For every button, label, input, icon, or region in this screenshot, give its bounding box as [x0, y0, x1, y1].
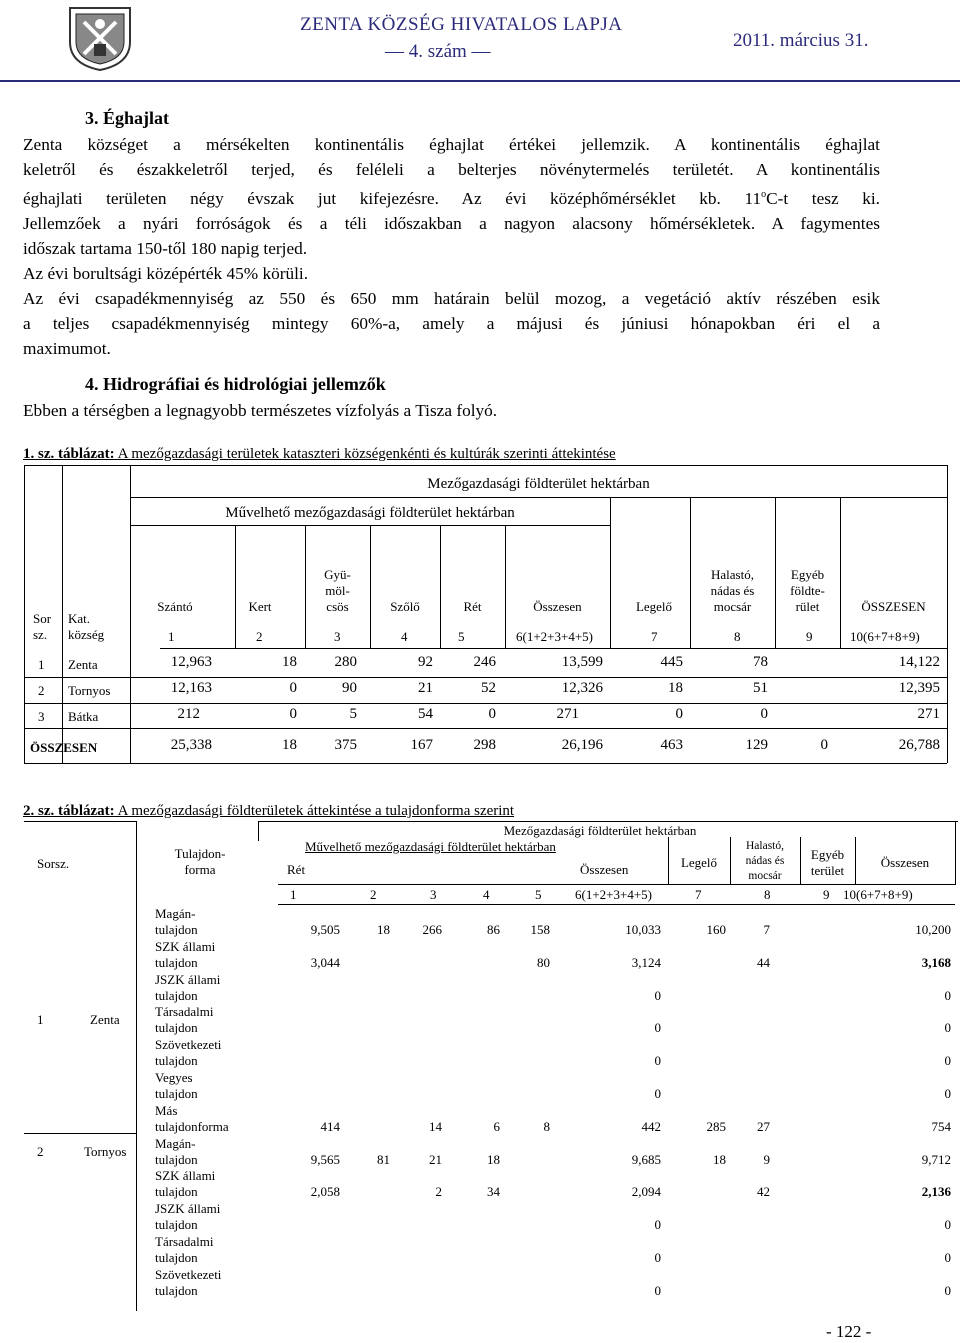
- cell: 0: [944, 1217, 951, 1232]
- ownership-label: SZK állami: [155, 939, 216, 954]
- col-header: Legelő: [635, 599, 673, 614]
- degree-sup: o: [761, 189, 767, 200]
- col-header: Halastó,: [711, 567, 754, 582]
- cell: 0: [654, 988, 661, 1003]
- cell: 445: [660, 654, 683, 670]
- col-legelo: Legelő: [680, 855, 718, 870]
- issue-date: 2011. március 31.: [733, 30, 869, 51]
- col-tulajdonforma: Tulajdon-: [174, 846, 226, 861]
- ownership-label: SZK állami: [155, 1168, 216, 1183]
- cell: 375: [334, 737, 357, 753]
- publication-title: ZENTA KÖZSÉG HIVATALOS LAPJA: [300, 14, 623, 35]
- cell: 2: [435, 1184, 442, 1199]
- col-number: 4: [483, 887, 490, 902]
- cell: 0: [654, 1020, 661, 1035]
- ownership-label: tulajdon: [155, 988, 198, 1003]
- cell: 78: [753, 654, 768, 670]
- section-4-title: 4. Hidrográfiai és hidrológiai jellemzők: [85, 374, 386, 394]
- ownership-label: Más: [155, 1103, 178, 1118]
- col-header: nádas és: [710, 583, 755, 598]
- ownership-label: tulajdon: [155, 1053, 198, 1068]
- cell: 167: [410, 737, 433, 753]
- ownership-label: Szövetkezeti: [155, 1267, 222, 1282]
- cell: 44: [757, 955, 770, 970]
- cell: 34: [487, 1184, 500, 1199]
- col-number: 3: [334, 629, 341, 644]
- col-header: Rét: [463, 599, 482, 614]
- col-header: Egyéb: [790, 567, 825, 582]
- col-number: 9: [806, 629, 813, 644]
- col-header: ÖSSZESEN: [861, 599, 926, 614]
- cell: 54: [418, 706, 433, 722]
- cell: 10,033: [625, 922, 661, 937]
- cell: 5: [349, 706, 357, 722]
- col-kat: község: [68, 627, 105, 642]
- cell: 158: [530, 922, 550, 937]
- cell: 0: [289, 680, 297, 696]
- text-line: Az évi csapadékmennyiség az 550 és 650 mm határain belül mozog, a vegetáció aktív részében esik: [23, 288, 880, 308]
- cell: 12,163: [170, 680, 212, 696]
- cell: 25,338: [170, 737, 212, 753]
- col-header: Gyü-: [324, 567, 351, 582]
- cell: 90: [342, 680, 357, 696]
- row-name: Tornyos: [68, 683, 111, 698]
- col-number: 10(6+7+8+9): [843, 887, 913, 902]
- row-number: 1: [38, 657, 45, 672]
- table-grid: [258, 821, 259, 841]
- cell: 26,196: [561, 737, 603, 753]
- table-border: [258, 821, 958, 822]
- col-number: 9: [823, 887, 830, 902]
- cell: 18: [668, 680, 683, 696]
- col-number: 2: [370, 887, 377, 902]
- cell: 9,685: [631, 1152, 661, 1167]
- col-header: Szőlő: [390, 599, 420, 614]
- cell: 246: [473, 654, 496, 670]
- cell: 0: [654, 1053, 661, 1068]
- cell: 0: [654, 1250, 661, 1265]
- col-sor: Sor: [33, 611, 52, 626]
- issue-label: 4. szám: [408, 41, 467, 62]
- page-number: - 122 -: [826, 1322, 872, 1341]
- ownership-label: Magán-: [155, 906, 196, 921]
- col-number: 1: [290, 887, 297, 902]
- header-ag-land: Mezőgazdasági földterület hektárban: [427, 476, 650, 492]
- cell: 8: [543, 1119, 550, 1134]
- col-osszesen: Összesen: [580, 862, 629, 877]
- col-number: 2: [256, 629, 263, 644]
- cell: 9,565: [310, 1152, 340, 1167]
- header-ag-land: Mezőgazdasági földterület hektárban: [503, 823, 697, 838]
- cell: 21: [429, 1152, 442, 1167]
- cell: 0: [944, 1020, 951, 1035]
- header-arable-land: Művelhető mezőgazdasági földterület hektárban: [305, 839, 556, 854]
- col-kat: Kat.: [68, 611, 91, 626]
- cell: 0: [760, 706, 768, 722]
- cell: 0: [944, 988, 951, 1003]
- text-line: Zenta községet a mérsékelten kontinentális éghajlat értékei jellemzik. A kontinentális éghajlat: [23, 135, 880, 154]
- ownership-label: Magán-: [155, 1136, 196, 1151]
- cell: 18: [377, 922, 390, 937]
- col-halasto: Halastó,: [745, 840, 784, 852]
- table-border: [955, 821, 956, 885]
- col-sorsz: Sorsz.: [37, 856, 70, 871]
- ownership-label: tulajdon: [155, 1020, 198, 1035]
- cell: 463: [660, 737, 683, 753]
- cell: 212: [177, 706, 200, 722]
- cell: 26,788: [898, 737, 940, 753]
- cell: 414: [320, 1119, 340, 1134]
- cell: 12,326: [561, 680, 603, 696]
- cell: 271: [556, 706, 579, 722]
- col-number: 7: [651, 629, 658, 644]
- cell: 14,122: [898, 654, 940, 670]
- text-line: időszak tartama 150-től 180 napig terjed.: [23, 238, 308, 258]
- table-border: [24, 821, 136, 822]
- ownership-label: Vegyes: [155, 1070, 193, 1085]
- col-header: Összesen: [533, 599, 582, 614]
- text-line: Az évi borultsági középérték 45% körüli.: [23, 263, 309, 283]
- col-header: Kert: [248, 599, 272, 614]
- cell: 285: [706, 1119, 726, 1134]
- cell: 0: [944, 1086, 951, 1101]
- cell: 3,168: [921, 955, 951, 970]
- cell: 9,505: [310, 922, 340, 937]
- cell: 298: [473, 737, 496, 753]
- col-number: 3: [430, 887, 437, 902]
- cell: 18: [282, 737, 297, 753]
- ownership-label: tulajdon: [155, 1250, 198, 1265]
- cell: 12,395: [898, 680, 940, 696]
- cell: 2,094: [631, 1184, 661, 1199]
- ownership-label: JSZK állami: [155, 1201, 221, 1216]
- cell: 9: [763, 1152, 770, 1167]
- cell: 0: [675, 706, 683, 722]
- group-number: 2: [37, 1144, 44, 1159]
- cell: 7: [763, 922, 770, 937]
- col-number: 6(1+2+3+4+5): [575, 887, 652, 902]
- row-number: 2: [38, 683, 45, 698]
- cell: 0: [654, 1217, 661, 1232]
- col-header: Szántó: [157, 599, 193, 614]
- col-number: 8: [734, 629, 741, 644]
- cell: 12,963: [170, 654, 212, 670]
- cell: 3,124: [631, 955, 661, 970]
- cell: 9,712: [921, 1152, 951, 1167]
- col-header: möl-: [325, 583, 350, 598]
- col-halasto: nádas és: [745, 855, 785, 867]
- col-egyeb: Egyéb: [810, 847, 845, 862]
- text-line: Jellemzőek a nyári forróságok és a téli időszakban a nagyon alacsony hőmérsékletek. A fagymentes: [23, 213, 880, 233]
- col-number: 6(1+2+3+4+5): [516, 629, 593, 644]
- caption-text: A mezőgazdasági területek kataszteri községenkénti és kultúrák szerinti áttekintése: [114, 446, 616, 462]
- cell: 0: [944, 1250, 951, 1265]
- table-grid: [24, 1133, 136, 1134]
- text-span: C-t tesz ki.: [766, 188, 880, 208]
- ownership-label: tulajdon: [155, 1086, 198, 1101]
- cell: 3,044: [310, 955, 340, 970]
- group-number: 1: [37, 1012, 44, 1027]
- col-osszesen-total: Összesen: [880, 855, 930, 870]
- cell: 442: [641, 1119, 661, 1134]
- col-header: földte-: [790, 583, 825, 598]
- cell: 52: [481, 680, 496, 696]
- ownership-label: tulajdon: [155, 922, 198, 937]
- col-ret: Rét: [287, 862, 306, 877]
- col-halasto: mocsár: [748, 870, 782, 882]
- col-tulajdonforma: forma: [184, 862, 216, 877]
- table-grid: [136, 821, 137, 1311]
- cell: 18: [713, 1152, 726, 1167]
- ownership-label: Szövetkezeti: [155, 1037, 222, 1052]
- col-sor: sz.: [33, 627, 48, 642]
- col-number: 4: [401, 629, 408, 644]
- cell: 81: [377, 1152, 390, 1167]
- ownership-label: JSZK állami: [155, 972, 221, 987]
- cell: 27: [757, 1119, 770, 1134]
- cell: 10,200: [915, 922, 951, 937]
- text-line: a teljes csapadékmennyiség mintegy 60%-a, amely a májusi és júniusi hónapokban éri el a: [23, 313, 880, 333]
- col-number: 5: [535, 887, 542, 902]
- cell: 14: [429, 1119, 442, 1134]
- col-header: csös: [326, 599, 349, 614]
- cell: 266: [422, 922, 442, 937]
- cell: 160: [706, 922, 726, 937]
- cell: 18: [282, 654, 297, 670]
- ownership-label: tulajdon: [155, 1184, 198, 1199]
- ownership-label: tulajdon: [155, 1283, 198, 1298]
- cell: 0: [488, 706, 496, 722]
- cell: 0: [944, 1283, 951, 1298]
- cell: 21: [418, 680, 433, 696]
- section-3-title: 3. Éghajlat: [85, 108, 170, 128]
- col-egyeb: terület: [810, 863, 845, 878]
- header-arable-land: Művelhető mezőgazdasági földterület hektárban: [225, 505, 515, 521]
- text-line: keletről és északkeletről terjed, és feléleli a belterjes növénytermelés területét. A kontinentális: [23, 160, 880, 179]
- caption-text: A mezőgazdasági földterületek áttekintése a tulajdonforma szerint: [114, 803, 515, 819]
- cell: 0: [944, 1053, 951, 1068]
- cell: 271: [917, 706, 940, 722]
- cell: 80: [537, 955, 550, 970]
- caption-label: 2. sz. táblázat:: [23, 803, 115, 819]
- table-grid: [278, 884, 955, 885]
- col-number: 5: [458, 629, 465, 644]
- issue-number: — 4. szám —: [385, 41, 491, 62]
- ownership-label: tulajdon: [155, 955, 198, 970]
- cell: 86: [487, 922, 500, 937]
- text-line: maximumot.: [23, 338, 111, 358]
- cell: 92: [418, 654, 433, 670]
- col-number: 7: [695, 887, 702, 902]
- cell: 6: [493, 1119, 500, 1134]
- caption-label: 1. sz. táblázat:: [23, 446, 115, 462]
- col-header: mocsár: [713, 599, 752, 614]
- row-name: Bátka: [68, 709, 99, 724]
- cell: 0: [654, 1086, 661, 1101]
- cell: 2,058: [310, 1184, 340, 1199]
- cell: 13,599: [561, 654, 603, 670]
- ownership-label: tulajdonforma: [155, 1119, 229, 1134]
- row-number: 3: [38, 709, 45, 724]
- ownership-label: Társadalmi: [155, 1234, 214, 1249]
- cell: 2,136: [921, 1184, 951, 1199]
- cell: 129: [745, 737, 768, 753]
- total-row-label: ÖSSZESEN: [30, 740, 98, 755]
- col-number: 10(6+7+8+9): [850, 629, 920, 644]
- cell: 18: [487, 1152, 500, 1167]
- cell: 51: [753, 680, 768, 696]
- section-4-text: Ebben a térségben a legnagyobb természetes vízfolyás a Tisza folyó.: [23, 401, 498, 420]
- ownership-label: tulajdon: [155, 1217, 198, 1232]
- group-name: Zenta: [90, 1012, 120, 1027]
- cell: 42: [757, 1184, 770, 1199]
- cell: 0: [820, 737, 828, 753]
- text-span: éghajlati területen négy évszak jut kifejezésre. Az évi középhőmérséklet kb. 11: [23, 188, 762, 208]
- ownership-label: tulajdon: [155, 1152, 198, 1167]
- cell: 754: [931, 1119, 951, 1134]
- group-name: Tornyos: [84, 1144, 127, 1159]
- ownership-label: Társadalmi: [155, 1004, 214, 1019]
- cell: 280: [334, 654, 357, 670]
- col-number: 1: [168, 629, 175, 644]
- col-number: 8: [764, 887, 771, 902]
- col-header: rület: [795, 599, 820, 614]
- cell: 0: [654, 1283, 661, 1298]
- table-grid: [278, 904, 955, 905]
- cell: 0: [289, 706, 297, 722]
- row-name: Zenta: [68, 657, 98, 672]
